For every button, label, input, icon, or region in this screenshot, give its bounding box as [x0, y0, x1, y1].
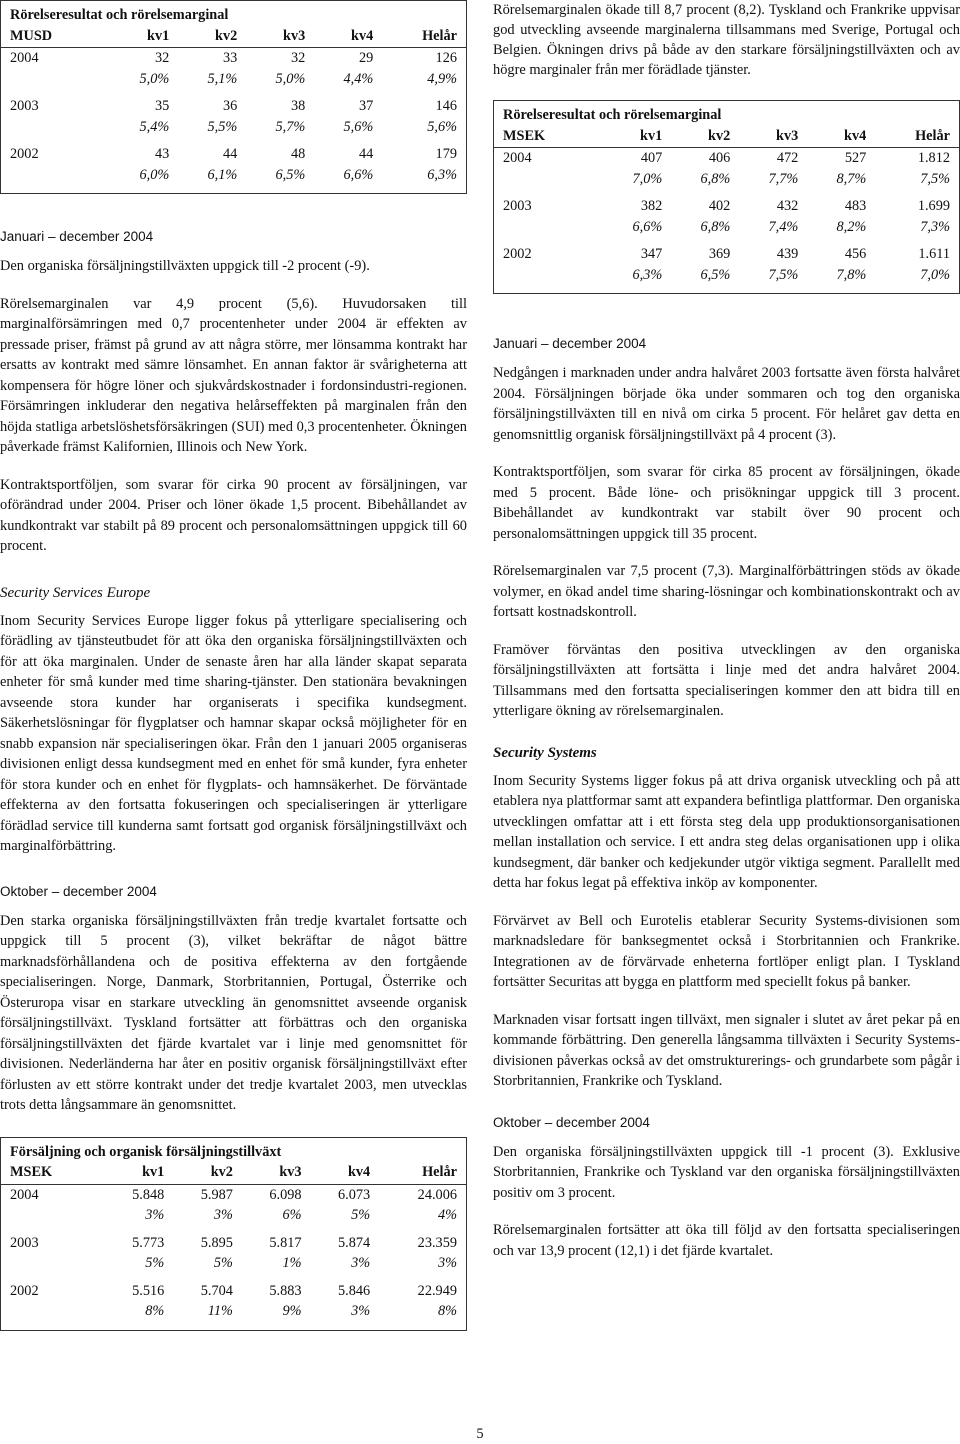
left-column [0, 0, 467, 1331]
value-cell: 29 [358, 50, 374, 66]
paragraph: Rörelsemarginalen fortsätter att öka till följd av den fortsatta specialiseringen och var 13,9 procent (12,1) i det fjärde kvartalet. [493, 1222, 960, 1259]
empty-cell [1, 69, 105, 90]
percent-cell: 6,0% [139, 166, 170, 183]
table-header-row [1, 1162, 467, 1184]
percent-cell: 7,3% [920, 218, 950, 235]
value-cell: 32 [290, 50, 306, 66]
value-cell: 5.773 [132, 1234, 165, 1251]
percent-cell: 3% [213, 1207, 233, 1223]
percent-cell: 8% [145, 1303, 165, 1319]
value-cell: 347 [640, 246, 663, 262]
value-cell: 5.516 [132, 1282, 165, 1299]
unit-header: MSEK [1, 1162, 99, 1184]
percent-cell: 5,0% [275, 70, 306, 87]
section-heading: Security Systems [493, 744, 597, 761]
value-cell: 5.846 [338, 1282, 371, 1299]
value-cell: 1.611 [918, 246, 950, 262]
percent-cell: 7,5% [920, 170, 950, 187]
percent-cell: 9% [282, 1303, 302, 1319]
value-cell: 43 [154, 146, 170, 162]
table-row [494, 148, 960, 169]
paragraph: Inom Security Systems ligger fokus på att driva organisk utveckling och på att etablera nya plattformar samt att expandera befintliga plattformar. Den organiska utvecklingen omfattar att i ett första steg dela upp produktionsorganisationen mellan installation och service. I ett andra steg delas organisationen upp i olika kundsegment, där banker och kedjekunder utgör viktiga segment. Parallellt med detta har fokus legat på effektiva inköp av komponenter. [493, 772, 960, 891]
percent-cell: 3% [145, 1207, 165, 1223]
value-cell: 5.704 [200, 1282, 233, 1299]
value-cell: 483 [844, 198, 867, 214]
empty-cell [1, 117, 105, 138]
value-cell: 6.098 [269, 1186, 302, 1203]
year-cell: 2002 [503, 246, 532, 262]
value-cell: 44 [358, 146, 374, 162]
percent-cell: 4,9% [427, 70, 457, 87]
column-header: kv4 [305, 1162, 374, 1184]
value-cell: 24.006 [417, 1186, 457, 1203]
percent-cell: 6,3% [427, 166, 457, 183]
year-cell: 2004 [10, 50, 39, 66]
percent-cell: 7,7% [768, 170, 799, 187]
value-cell: 1.812 [917, 150, 950, 166]
value-cell: 37 [358, 98, 374, 114]
paragraph: Inom Security Services Europe ligger fokus på ytterligare specialisering och förädling av tjänsteutbudet för att öka den organiska försäljningstillväxten och för att öka marginalen. Under de senaste åren har alla länder skapat separata enheter för små kunder med time sharing-tjänster. Den stationära bevakningen avseende stora kunder har organiserats i specifika kundsegment. Säkerhetslösningar för flygplatser och hamnar skapar också möjligheter för en snabb expansion när specialiseringen ökar. Från den 1 januari 2005 organiseras divisionen enligt dessa kundsegment med en enhet för små kunder, fyra enheter för stora kunder och en enhet för flygplats- och hamnsäkerhet. De förväntade effekterna av den fortsatta fokuseringen och specialiseringen är ytterligare förädlad service till kunderna samt fortsatt god organisk försäljningstillväxt och marginalförbättring. [0, 612, 467, 854]
paragraph: Den organiska försäljningstillväxten uppgick till -1 procent (3). Exklusive Storbritannien, Frankrike och Tyskland var den organiska försäljningstillväxten positiv om 3 procent. [493, 1143, 960, 1201]
value-cell: 439 [776, 246, 799, 262]
unit-header: MSEK [494, 126, 598, 148]
percent-cell: 8,7% [836, 170, 867, 187]
column-header: kv1 [597, 126, 665, 148]
value-cell: 146 [435, 98, 457, 114]
percent-cell: 3% [437, 1255, 457, 1271]
percent-cell: 6,1% [207, 166, 238, 183]
year-cell: 2004 [503, 150, 532, 166]
column-header: kv4 [801, 126, 869, 148]
empty-cell [1, 1301, 99, 1330]
percent-cell: 6% [282, 1207, 302, 1223]
value-cell: 6.073 [338, 1186, 371, 1203]
table-row-percent [1, 165, 467, 194]
value-cell: 5.895 [200, 1234, 233, 1251]
table-row-percent [1, 1253, 467, 1274]
table-title: Rörelseresultat och rörelsemarginal [503, 107, 722, 123]
period-heading: Januari – december 2004 [0, 229, 154, 244]
column-header: kv2 [167, 1162, 236, 1184]
paragraph: Kontraktsportföljen, som svarar för cirka 90 procent av försäljningen, var oförändrad under 2004. Priser och löner ökade 1,5 procent. Bibehållandet av kundkontrakt var stabilt på 89 procent och personalomsättningen uppgick till 60 procent. [0, 476, 467, 554]
table-row [1, 48, 467, 69]
percent-cell: 1% [282, 1255, 302, 1271]
column-header: kv2 [665, 126, 733, 148]
percent-cell: 6,8% [700, 218, 731, 235]
table-row [494, 189, 960, 217]
value-cell: 33 [222, 50, 238, 66]
percent-cell: 6,5% [700, 266, 731, 283]
percent-cell: 5,0% [139, 70, 170, 87]
operating-income-sek-table [493, 100, 960, 294]
empty-cell [494, 169, 598, 190]
percent-cell: 7,4% [768, 218, 799, 235]
value-cell: 36 [222, 98, 238, 114]
percent-cell: 3% [351, 1255, 371, 1271]
percent-cell: 5% [351, 1207, 371, 1223]
table-row [1, 1274, 467, 1302]
empty-cell [1, 1205, 99, 1226]
column-header: Helår [869, 126, 959, 148]
percent-cell: 8% [437, 1303, 457, 1319]
table-row [1, 89, 467, 117]
table-row [1, 1226, 467, 1254]
value-cell: 5.883 [269, 1282, 302, 1299]
column-header: kv1 [104, 26, 172, 48]
year-cell: 2002 [10, 146, 39, 162]
right-column [493, 0, 960, 1278]
value-cell: 35 [154, 98, 170, 114]
percent-cell: 5,6% [427, 118, 457, 135]
value-cell: 406 [708, 150, 731, 166]
value-cell: 456 [844, 246, 867, 262]
value-cell: 48 [290, 146, 306, 162]
table-header-row [1, 26, 467, 48]
table-row-percent [494, 217, 960, 238]
percent-cell: 11% [207, 1303, 233, 1319]
column-header: kv3 [236, 1162, 305, 1184]
value-cell: 1.699 [917, 198, 950, 214]
paragraph: Den organiska försäljningstillväxten uppgick till -2 procent (-9). [0, 258, 370, 274]
empty-cell [494, 217, 598, 238]
percent-cell: 8,2% [836, 218, 867, 235]
percent-cell: 4% [437, 1207, 457, 1223]
sales-growth-table [0, 1137, 467, 1331]
empty-cell [1, 1253, 99, 1274]
table-row-percent [494, 169, 960, 190]
value-cell: 472 [776, 150, 799, 166]
table-row [1, 137, 467, 165]
value-cell: 44 [222, 146, 238, 162]
year-cell: 2002 [10, 1282, 39, 1299]
percent-cell: 5,4% [139, 118, 170, 135]
empty-cell [494, 265, 598, 294]
column-header: kv4 [308, 26, 376, 48]
year-cell: 2003 [503, 198, 532, 214]
value-cell: 527 [844, 150, 867, 166]
table-row-percent [1, 1205, 467, 1226]
value-cell: 432 [776, 198, 799, 214]
value-cell: 382 [640, 198, 663, 214]
period-heading: Oktober – december 2004 [0, 883, 157, 899]
column-header: kv2 [172, 26, 240, 48]
paragraph: Den starka organiska försäljningstillväxten från tredje kvartalet fortsatte och uppgick till 5 procent (3), vilket bekräftar de något bättre marknadsförhållandena och de positiva effekterna av den fortgående specialiseringen. Norge, Danmark, Storbritannien, Portugal, Österrike och Österuropa visar en starkare utveckling än genomsnittet avseende organisk försäljningstillväxt. Tyskland fortsätter att förbättras och den organiska försäljningstillväxten det fjärde kvartalet var i linje med genomsnittet för divisionen. Nederländerna har åter en positiv organisk försäljningstillväxt efter förlusten av ett större kontrakt under det tredje kvartalet 2003, men utvecklas trots detta långsammare än genomsnittet. [0, 912, 467, 1113]
unit-header: MUSD [1, 26, 105, 48]
percent-cell: 3% [351, 1303, 371, 1319]
value-cell: 5.848 [132, 1186, 165, 1203]
value-cell: 5.817 [269, 1234, 302, 1251]
operating-income-usd-table [0, 0, 467, 194]
paragraph: Förvärvet av Bell och Eurotelis etablerar Security Systems-divisionen som marknadsledare för banksegmentet också i Storbritannien och Frankrike. Integrationen av de förvärvade enheterna fortlöper enligt plan. I Tyskland fortsätter Securitas att bygga en plattform med speciellt fokus på banker. [493, 912, 960, 990]
table-row [1, 1184, 467, 1205]
table-row-percent [1, 117, 467, 138]
value-cell: 179 [435, 146, 457, 162]
paragraph: Marknaden visar fortsatt ingen tillväxt, men signaler i slutet av året pekar på en kommande förbättring. Den generella långsamma tillväxten i Security Systems-divisionen påverkas också av det omstrukturerings- och grundarbete som pågår i Storbritannien, Frankrike och Tyskland. [493, 1011, 960, 1089]
percent-cell: 5% [145, 1255, 165, 1271]
table-row-percent [1, 1301, 467, 1330]
page-number: 5 [476, 1426, 484, 1442]
year-cell: 2003 [10, 98, 39, 114]
column-header: kv1 [99, 1162, 168, 1184]
table-header-row [494, 126, 960, 148]
year-cell: 2003 [10, 1234, 39, 1251]
table-row-percent [1, 69, 467, 90]
percent-cell: 5,1% [207, 70, 238, 87]
value-cell: 32 [154, 50, 170, 66]
paragraph: Rörelsemarginalen ökade till 8,7 procent (8,2). Tyskland och Frankrike uppvisar god utveckling avseende marginalerna tillsammans med Sverige, Portugal och Belgien. Ökningen drivs på både av den starkare försäljningstillväxten och av högre marginaler från mer förädlade tjänster. [493, 2, 960, 78]
percent-cell: 5,7% [275, 118, 306, 135]
value-cell: 22.949 [417, 1282, 457, 1299]
column-header: kv3 [733, 126, 801, 148]
percent-cell: 6,3% [632, 266, 663, 283]
percent-cell: 7,8% [836, 266, 867, 283]
paragraph: Framöver förväntas den positiva utvecklingen av den organiska försäljningstillväxten att fortsätta i linje med det andra halvåret 2004. Tillsammans med den fortsatta specialiseringen kommer den att bidra till en ytterligare ökning av rörelsemarginalen. [493, 641, 960, 719]
period-heading: Januari – december 2004 [493, 336, 647, 351]
percent-cell: 5,6% [343, 118, 374, 135]
percent-cell: 6,6% [343, 166, 374, 183]
table-row [494, 237, 960, 265]
percent-cell: 6,6% [632, 218, 663, 235]
percent-cell: 4,4% [343, 70, 374, 87]
column-header: Helår [376, 26, 466, 48]
column-header: kv3 [240, 26, 308, 48]
paragraph: Kontraktsportföljen, som svarar för cirka 85 procent av försäljningen, ökade med 5 procent. Både löne- och prisökningar uppgick till 3 procent. Bibehållandet av kundkontrakt var stabilt över 90 procent och personalomsättningen uppgick till 35 procent. [493, 464, 960, 542]
paragraph: Rörelsemarginalen var 4,9 procent (5,6). Huvudorsaken till marginalförsämringen med 0,7 procentenheter under 2004 är effekten av pressade priser, främst på grund av att några större, mer lönsamma kontrakt har ersatts av kontrakt med sämre lönsamhet. En annan faktor är svårigheterna att kompensera för högre löner och sjukvårdskostnader i fordonsindustri-regionen. Försämringen inkluderar den negativa helårseffekten på marginalen från den höjda statliga arbetslöshetsförsäkringen (SUI) med 0,3 procentenheter. Ökningen påverkade främst Kalifornien, Illinois och New York. [0, 295, 467, 455]
value-cell: 402 [708, 198, 731, 214]
value-cell: 126 [435, 50, 457, 66]
table-title: Rörelseresultat och rörelsemarginal [10, 7, 229, 23]
value-cell: 369 [708, 246, 731, 262]
percent-cell: 6,8% [700, 170, 731, 187]
percent-cell: 7,5% [768, 266, 799, 283]
empty-cell [1, 165, 105, 194]
paragraph: Nedgången i marknaden under andra halvåret 2003 fortsatte även första halvåret 2004. Försäljningen började öka under sommaren och tog den organiska försäljningstillväxten till en nivå om cirka 5 procent. För helåret gav detta en genomsnittlig organisk försäljningstillväxt på 4 procent (3). [493, 365, 960, 443]
percent-cell: 7,0% [920, 266, 950, 283]
year-cell: 2004 [10, 1186, 39, 1203]
table-title: Försäljning och organisk försäljningstillväxt [10, 1143, 282, 1160]
table-row-percent [494, 265, 960, 294]
value-cell: 38 [290, 98, 306, 114]
percent-cell: 7,0% [632, 170, 663, 187]
percent-cell: 5,5% [207, 118, 238, 135]
value-cell: 5.987 [200, 1186, 233, 1203]
paragraph: Rörelsemarginalen var 7,5 procent (7,3). Marginalförbättringen stöds av ökade volymer, en ökad andel time sharing-lösningar och kombinationskontrakt och av fortsatt kostnadskontroll. [493, 563, 960, 620]
value-cell: 23.359 [417, 1234, 457, 1251]
period-heading: Oktober – december 2004 [493, 1114, 650, 1130]
column-header: Helår [373, 1162, 466, 1184]
percent-cell: 6,5% [275, 166, 306, 183]
value-cell: 5.874 [338, 1234, 371, 1251]
value-cell: 407 [640, 150, 663, 166]
percent-cell: 5% [213, 1255, 233, 1271]
section-heading: Security Services Europe [0, 584, 151, 601]
